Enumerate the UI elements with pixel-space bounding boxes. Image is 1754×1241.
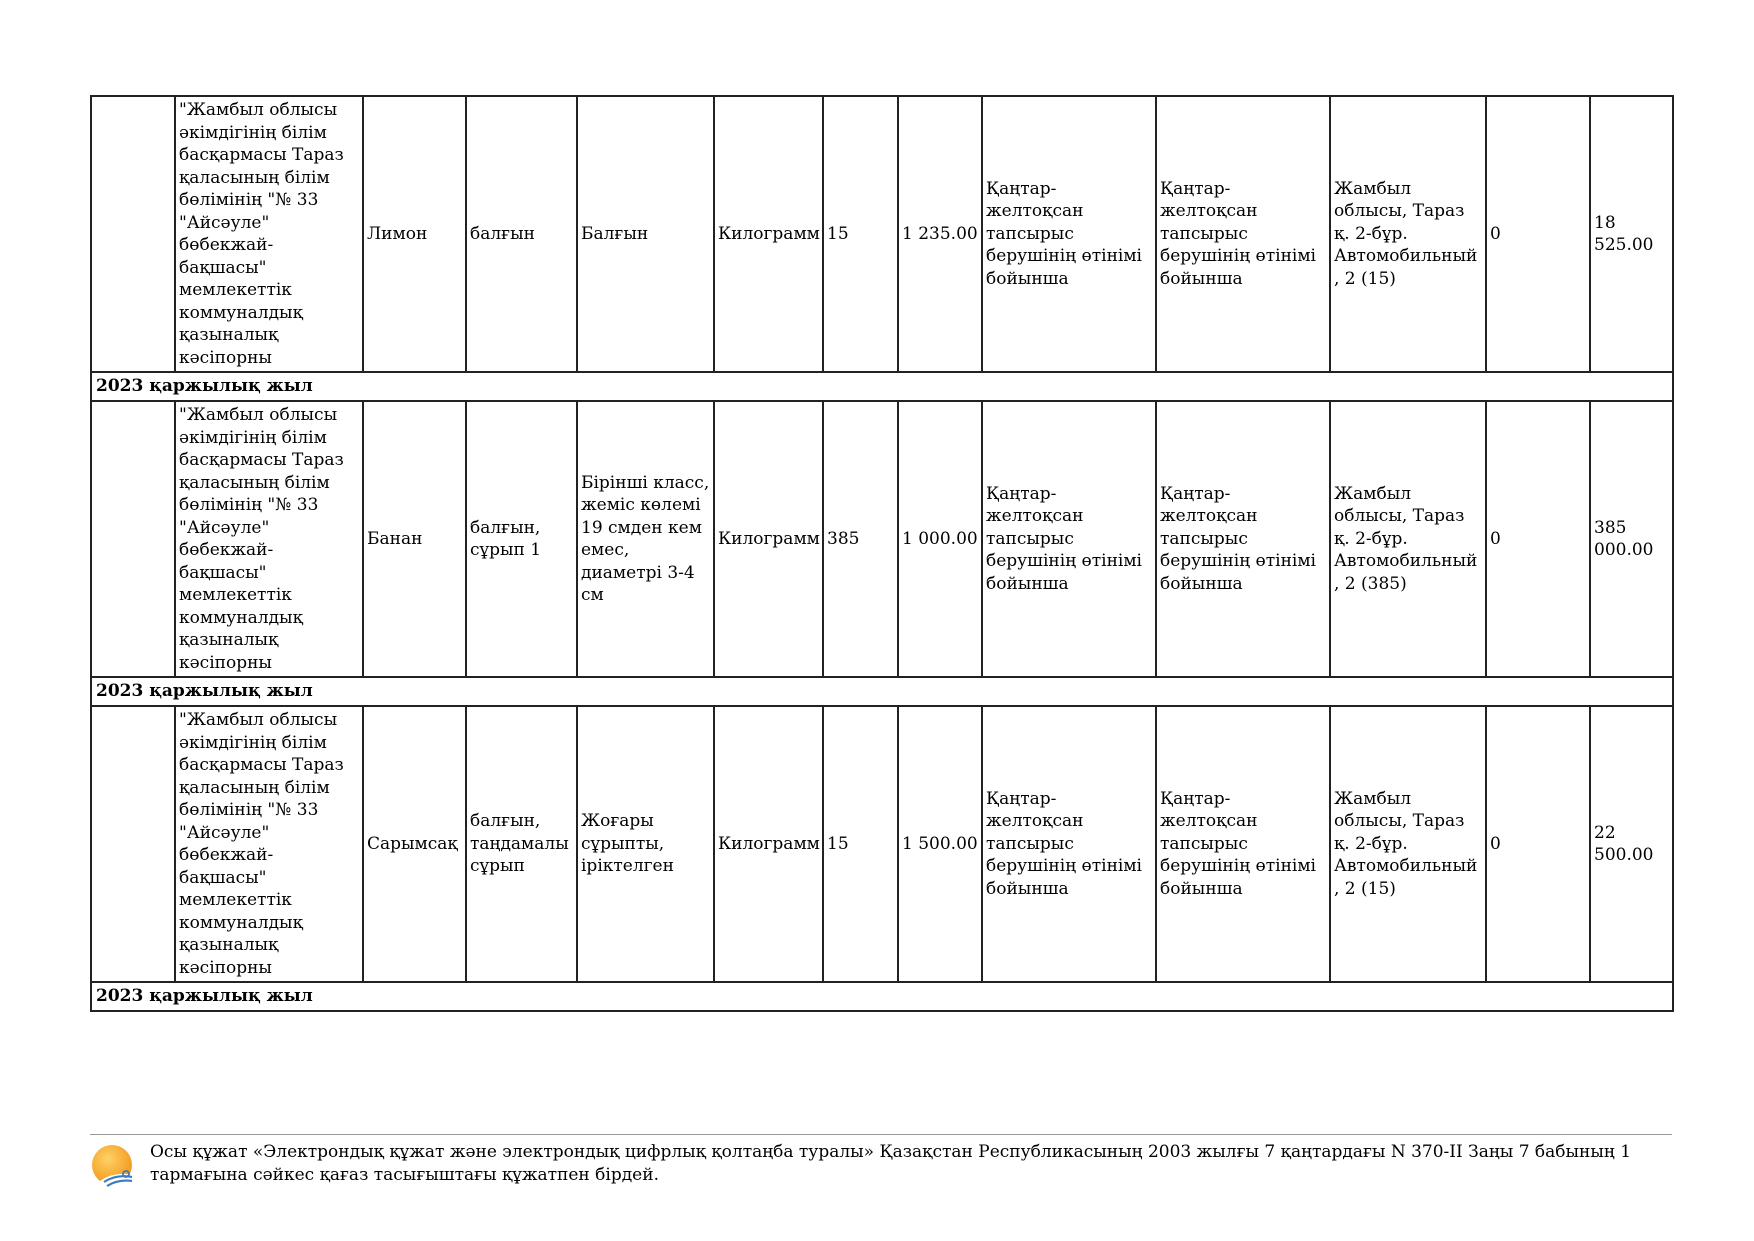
unit-cell: Килограмм <box>714 401 823 677</box>
extra-description-cell: Балғын <box>577 96 714 372</box>
unit-cell: Килограмм <box>714 96 823 372</box>
short-description-cell: балғын, сұрып 1 <box>466 401 577 677</box>
advance-cell: 0 <box>1486 96 1590 372</box>
table-row <box>91 706 1673 982</box>
unit-cell: Килограмм <box>714 706 823 982</box>
fiscal-year-row <box>91 372 1673 401</box>
product-cell: Банан <box>363 401 466 677</box>
period-cell: Қаңтар-желтоқсан тапсырыс берушінің өтінімі бойынша <box>982 706 1156 982</box>
legal-footer <box>90 1134 1672 1191</box>
row-number-cell <box>91 96 175 372</box>
customer-cell: "Жамбыл облысы әкімдігінің білім басқармасы Тараз қаласының білім бөлімінің "№ 33 "Айсәуле" бөбекжай-бақшасы" мемлекеттік коммуналдық қазыналық кәсіпорны <box>175 401 363 677</box>
delivery-place-cell: Жамбыл облысы, Тараз қ. 2-бұр. Автомобильный, 2 (15) <box>1330 96 1486 372</box>
total-cell: 22 500.00 <box>1590 706 1673 982</box>
period-cell: Қаңтар-желтоқсан тапсырыс берушінің өтінімі бойынша <box>982 401 1156 677</box>
delivery-place-cell: Жамбыл облысы, Тараз қ. 2-бұр. Автомобильный, 2 (385) <box>1330 401 1486 677</box>
total-cell: 18 525.00 <box>1590 96 1673 372</box>
advance-cell: 0 <box>1486 401 1590 677</box>
procurement-table <box>90 95 1674 1012</box>
fiscal-year-label: 2023 қаржылық жыл <box>91 372 1673 401</box>
delivery-term-cell: Қаңтар-желтоқсан тапсырыс берушінің өтінімі бойынша <box>1156 706 1330 982</box>
price-cell: 1 235.00 <box>898 96 982 372</box>
fiscal-year-label: 2023 қаржылық жыл <box>91 677 1673 706</box>
short-description-cell: балғын <box>466 96 577 372</box>
egov-sun-logo-icon <box>90 1141 138 1191</box>
quantity-cell: 15 <box>823 706 898 982</box>
period-cell: Қаңтар-желтоқсан тапсырыс берушінің өтінімі бойынша <box>982 96 1156 372</box>
total-cell: 385 000.00 <box>1590 401 1673 677</box>
extra-description-cell: Жоғары сұрыпты, іріктелген <box>577 706 714 982</box>
customer-cell: "Жамбыл облысы әкімдігінің білім басқармасы Тараз қаласының білім бөлімінің "№ 33 "Айсәуле" бөбекжай-бақшасы" мемлекеттік коммуналдық қазыналық кәсіпорны <box>175 96 363 372</box>
fiscal-year-row <box>91 677 1673 706</box>
customer-cell: "Жамбыл облысы әкімдігінің білім басқармасы Тараз қаласының білім бөлімінің "№ 33 "Айсәуле" бөбекжай-бақшасы" мемлекеттік коммуналдық қазыналық кәсіпорны <box>175 706 363 982</box>
quantity-cell: 385 <box>823 401 898 677</box>
row-number-cell <box>91 706 175 982</box>
legal-footer-text: Осы құжат «Электрондық құжат және электрондық цифрлық қолтаңба туралы» Қазақстан Республикасының 2003 жылғы 7 қаңтардағы N 370-II Заңы 7 бабының 1 тармағына сәйкес қағаз тасығыштағы құжатпен бірдей. <box>150 1142 1632 1185</box>
row-number-cell <box>91 401 175 677</box>
table-row <box>91 401 1673 677</box>
price-cell: 1 500.00 <box>898 706 982 982</box>
delivery-term-cell: Қаңтар-желтоқсан тапсырыс берушінің өтінімі бойынша <box>1156 401 1330 677</box>
delivery-term-cell: Қаңтар-желтоқсан тапсырыс берушінің өтінімі бойынша <box>1156 96 1330 372</box>
product-cell: Лимон <box>363 96 466 372</box>
product-cell: Сарымсақ <box>363 706 466 982</box>
advance-cell: 0 <box>1486 706 1590 982</box>
extra-description-cell: Бірінші класс, жеміс көлемі 19 смден кем емес, диаметрі 3-4 см <box>577 401 714 677</box>
price-cell: 1 000.00 <box>898 401 982 677</box>
short-description-cell: балғын, таңдамалы сұрып <box>466 706 577 982</box>
quantity-cell: 15 <box>823 96 898 372</box>
fiscal-year-row <box>91 982 1673 1011</box>
table-row <box>91 96 1673 372</box>
fiscal-year-label: 2023 қаржылық жыл <box>91 982 1673 1011</box>
delivery-place-cell: Жамбыл облысы, Тараз қ. 2-бұр. Автомобильный, 2 (15) <box>1330 706 1486 982</box>
